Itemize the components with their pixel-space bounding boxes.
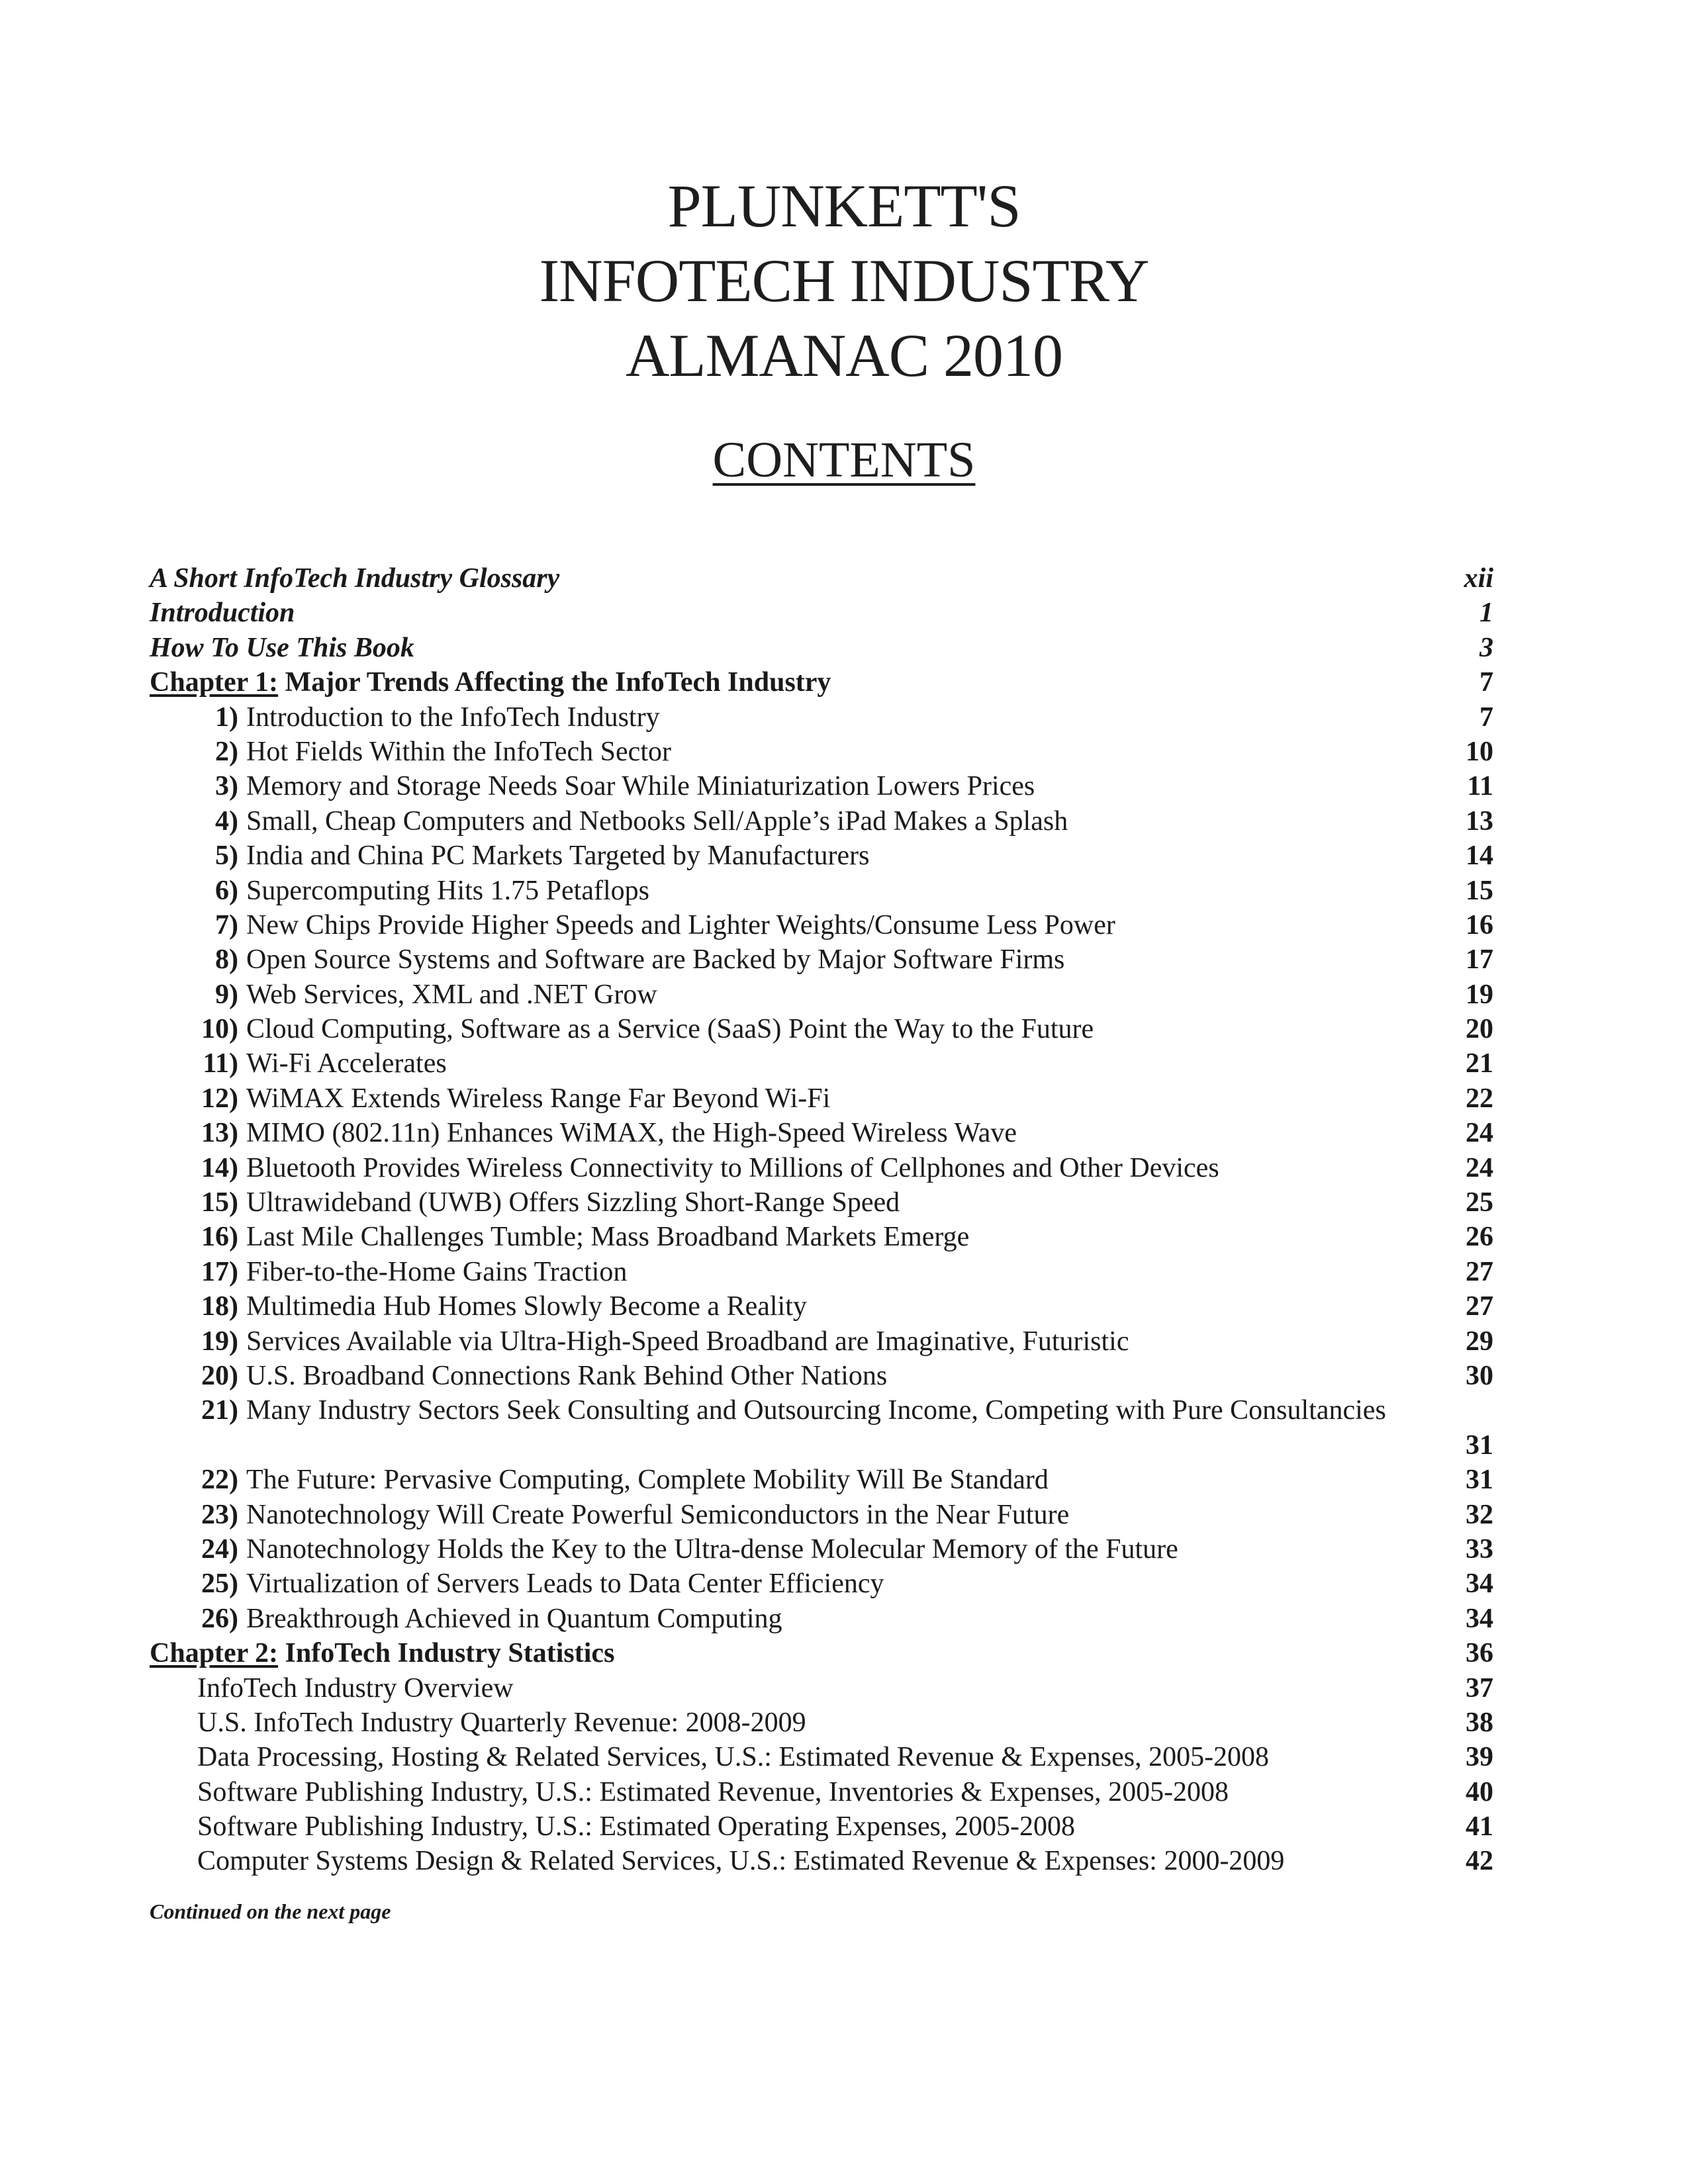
toc-item-text: Small, Cheap Computers and Netbooks Sell/Apple’s iPad Makes a Splash [246,805,1068,837]
toc-item[interactable] [150,1567,1493,1601]
toc-item[interactable] [150,1012,1493,1046]
toc-item-number: 11) [203,1048,238,1079]
contents-heading: CONTENTS [712,432,976,488]
toc-item[interactable] [150,839,1493,873]
toc-item[interactable] [150,769,1493,803]
toc-page-number: 21 [1466,1048,1493,1079]
toc-item[interactable] [150,1081,1493,1116]
toc-item-number: 23) [201,1499,238,1530]
toc-item-number: 1) [215,702,238,733]
toc-item[interactable] [150,1740,1493,1774]
chapter-title: InfoTech Industry Statistics [285,1638,615,1669]
toc-item-number: 8) [215,944,238,976]
toc-item-number: 4) [215,805,238,837]
continued-note: Continued on the next page [150,1899,391,1923]
toc-item[interactable] [150,978,1493,1012]
toc-item-text: Wi-Fi Accelerates [246,1048,447,1079]
toc-item[interactable] [150,1671,1493,1706]
toc-item-number: 5) [215,841,238,872]
toc-item-text: New Chips Provide Higher Speeds and Lighter Weights/Consume Less Power [246,909,1115,940]
toc-item[interactable] [150,1706,1493,1740]
toc-item-number: 25) [201,1569,238,1600]
toc-item-text: Last Mile Challenges Tumble; Mass Broadband Markets Emerge [246,1222,970,1253]
toc-item[interactable] [150,1809,1493,1844]
toc-item[interactable] [150,1116,1493,1150]
toc-page-number: 31 [1466,1465,1493,1496]
table-of-contents [150,561,1493,1879]
toc-item[interactable] [150,1151,1493,1185]
toc-page-number: 27 [1466,1256,1493,1287]
toc-item[interactable] [150,908,1493,942]
toc-page-number: 25 [1466,1187,1493,1218]
toc-item-number: 7) [215,909,238,940]
toc-item-number: 6) [215,875,238,906]
toc-item-text: Ultrawideband (UWB) Offers Sizzling Short-Range Speed [246,1187,900,1218]
toc-item[interactable] [150,1359,1493,1393]
toc-chapter-1[interactable] [150,665,1493,700]
toc-page-number: 11 [1467,771,1493,802]
toc-item-number: 3) [215,771,238,802]
toc-item[interactable] [150,874,1493,908]
toc-item[interactable] [150,1289,1493,1324]
toc-item-text: India and China PC Markets Targeted by Manufacturers [246,841,870,872]
toc-page-number: 42 [1466,1846,1493,1877]
toc-item[interactable] [150,1532,1493,1567]
toc-item-text: Bluetooth Provides Wireless Connectivity to Millions of Cellphones and Other Devices [246,1152,1219,1183]
toc-item-text: Supercomputing Hits 1.75 Petaflops [246,875,649,906]
toc-page-number: 26 [1466,1222,1493,1253]
toc-item[interactable] [150,1255,1493,1289]
toc-item-number: 14) [201,1152,238,1183]
toc-item-text: The Future: Pervasive Computing, Complete Mobility Will Be Standard [246,1465,1049,1496]
toc-page-number: 29 [1466,1326,1493,1357]
toc-page-number: 14 [1466,841,1493,872]
toc-item[interactable] [150,735,1493,769]
toc-item-text: Memory and Storage Needs Soar While Miniaturization Lowers Prices [246,771,1035,802]
toc-item-text: U.S. Broadband Connections Rank Behind Other Nations [246,1360,888,1391]
title-line-2: INFOTECH INDUSTRY [539,247,1149,314]
toc-entry-how-to-use[interactable] [150,631,1493,665]
toc-chapter-2[interactable] [150,1636,1493,1670]
toc-item-text: Fiber-to-the-Home Gains Traction [246,1256,628,1287]
book-title [0,169,1688,393]
toc-item-text: U.S. InfoTech Industry Quarterly Revenue: 2008-2009 [197,1707,806,1738]
toc-page-number: 7 [1479,667,1493,698]
toc-item-number: 24) [201,1533,238,1565]
toc-page-number: 41 [1466,1811,1493,1843]
toc-page-number: 36 [1466,1638,1493,1669]
toc-item-text: Open Source Systems and Software are Backed by Major Software Firms [246,944,1065,976]
toc-item-number: 20) [201,1360,238,1391]
toc-item-text: Web Services, XML and .NET Grow [246,979,657,1010]
toc-page-number: 34 [1466,1603,1493,1634]
toc-item[interactable] [150,1775,1493,1809]
toc-item[interactable] [150,1220,1493,1254]
toc-entry-introduction[interactable] [150,596,1493,630]
toc-item-text: Nanotechnology Will Create Powerful Semiconductors in the Near Future [246,1499,1070,1530]
chapter-label: Chapter 2: [150,1638,279,1669]
toc-item-text: Cloud Computing, Software as a Service (SaaS) Point the Way to the Future [246,1014,1094,1045]
toc-item[interactable] [150,1463,1493,1497]
toc-page-number: 24 [1466,1118,1493,1149]
toc-item-number: 17) [201,1256,238,1287]
toc-page-number: 17 [1466,944,1493,976]
toc-item[interactable] [150,942,1493,977]
toc-item[interactable] [150,1602,1493,1636]
toc-item-text: Introduction to the InfoTech Industry [246,702,660,733]
toc-item-text: MIMO (802.11n) Enhances WiMAX, the High-Speed Wireless Wave [246,1118,1017,1149]
toc-item-number: 19) [201,1326,238,1357]
toc-item[interactable] [150,1844,1493,1878]
toc-item[interactable] [150,1498,1493,1532]
toc-page-number: 37 [1466,1672,1493,1704]
toc-item[interactable] [150,804,1493,839]
chapter-label: Chapter 1: [150,667,279,698]
toc-item-text: Computer Systems Design & Related Services, U.S.: Estimated Revenue & Expenses: 2000-2009 [197,1846,1285,1877]
toc-page-number: 1 [1479,598,1493,629]
toc-item[interactable] [150,1185,1493,1220]
toc-page-number: 24 [1466,1152,1493,1183]
toc-entry-label: Introduction [150,598,295,629]
toc-item-text: Services Available via Ultra-High-Speed Broadband are Imaginative, Futuristic [246,1326,1129,1357]
toc-item-number: 16) [201,1222,238,1253]
toc-item-number: 21) [201,1395,238,1426]
toc-item-text: Virtualization of Servers Leads to Data Center Efficiency [246,1569,884,1600]
toc-page-number: 10 [1466,736,1493,767]
toc-page-number: 38 [1466,1707,1493,1738]
toc-item-text: Software Publishing Industry, U.S.: Estimated Operating Expenses, 2005-2008 [197,1811,1075,1843]
toc-item[interactable] [150,700,1493,735]
toc-item-text: Software Publishing Industry, U.S.: Estimated Revenue, Inventories & Expenses, 2005-2008 [197,1776,1229,1807]
chapter-title: Major Trends Affecting the InfoTech Industry [285,667,831,698]
title-line-3: ALMANAC 2010 [625,322,1063,389]
toc-entry-label: How To Use This Book [150,632,414,663]
toc-item-number: 10) [201,1014,238,1045]
toc-page-number: 19 [1466,979,1493,1010]
toc-item-text: InfoTech Industry Overview [197,1672,514,1704]
toc-item-text: Data Processing, Hosting & Related Services, U.S.: Estimated Revenue & Expenses, 2005-2008 [197,1742,1270,1773]
toc-page-number: 13 [1466,805,1493,837]
toc-item[interactable] [150,1324,1493,1359]
toc-page-number: 32 [1466,1499,1493,1530]
toc-item-number: 15) [201,1187,238,1218]
toc-page-number: 33 [1466,1533,1493,1565]
toc-item-number: 26) [201,1603,238,1634]
toc-page-number: 27 [1466,1291,1493,1322]
toc-item-text: Many Industry Sectors Seek Consulting and Outsourcing Income, Competing with Pure Consultancies [246,1395,1386,1426]
toc-item[interactable] [150,1393,1493,1463]
toc-page-number: 3 [1479,632,1493,663]
toc-page-number: 40 [1466,1776,1493,1807]
toc-page-number: xii [1464,563,1493,594]
toc-item[interactable] [150,1046,1493,1081]
toc-page-number: 20 [1466,1014,1493,1045]
toc-page-number: 34 [1466,1569,1493,1600]
toc-item-number: 18) [201,1291,238,1322]
toc-item-number: 2) [215,736,238,767]
toc-page-number: 15 [1466,875,1493,906]
toc-item-text: Multimedia Hub Homes Slowly Become a Reality [246,1291,807,1322]
toc-entry-glossary[interactable] [150,561,1493,596]
title-line-1: PLUNKETT'S [667,172,1021,240]
toc-item-number: 13) [201,1118,238,1149]
toc-entry-label: A Short InfoTech Industry Glossary [150,563,560,594]
toc-item-number: 22) [201,1465,238,1496]
toc-item-number: 12) [201,1083,238,1114]
toc-item-number: 9) [215,979,238,1010]
toc-item-text: Breakthrough Achieved in Quantum Computing [246,1603,782,1634]
toc-page-number: 31 [1466,1430,1493,1461]
toc-page-number: 30 [1466,1360,1493,1391]
toc-item-text: Nanotechnology Holds the Key to the Ultra-dense Molecular Memory of the Future [246,1533,1178,1565]
toc-page-number: 16 [1466,909,1493,940]
toc-page-number: 22 [1466,1083,1493,1114]
toc-page-number: 7 [1479,702,1493,733]
toc-item-text: WiMAX Extends Wireless Range Far Beyond Wi-Fi [246,1083,831,1114]
toc-page-number: 39 [1466,1742,1493,1773]
toc-item-text: Hot Fields Within the InfoTech Sector [246,736,671,767]
